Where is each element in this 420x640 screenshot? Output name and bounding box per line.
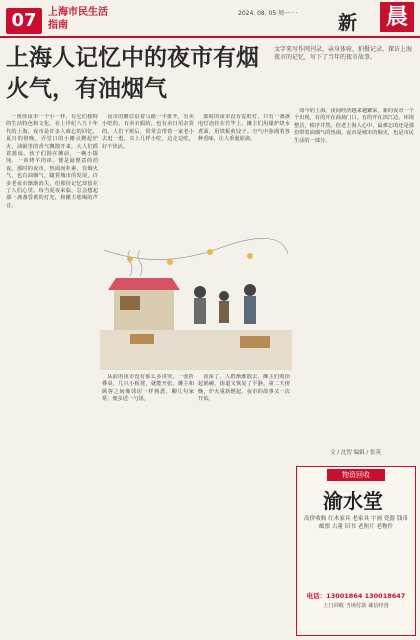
dateline: 2024. 08. 05 周一 · · [238,10,298,17]
article-column-3: 那时的夜市没有霓虹灯，只有一盏盏电灯泡挂在竹竿上。摊主们用煤炉烧水煮面，用铁板煎饺子。空气中弥漫着各种香味，让人垂涎欲滴。 [198,114,290,143]
ad-address: 上门回收 当场付款 诚信经营 [323,603,389,609]
article-byline: 文字来写作网刊录，亲身体验，拍摄记录，探访上海夜市的记忆，写下了当年的夜市故事。 [274,46,413,61]
ad-phone: 电话：13001864 130018647 [306,592,406,600]
ad-title: 渝水堂 [323,489,383,513]
section-title: 上海市民生活指南 [48,7,108,31]
article-column-1: 一座座夜市一个小一样，有它们独特的生活特色和文化。在上世纪八九十年代的上海，夜市是许多人难忘的回忆。夏日的傍晚，弄堂口的小摊点燃起炉火，油锅里的香气飘散开来，大人们摇着蒲扇，孩子们围在摊前，一碗小馄饨、一串烤羊肉串，便是最惬意的消夜。那时的夜市，热闹而朴素，有烟火气，也有油烟气。随着城市的发展，许多老夜市渐渐消失，但那份记忆却留在了人们心里。每当夏夜来临，总会想起那一盏盏昏黄的灯光，和摊主吆喝的声音。 [6,114,98,209]
classified-ad [296,466,416,636]
logo-word: 新 [338,12,357,34]
article-credit: 文 / 沈智 编辑 / 张英 [330,450,381,456]
ad-header: 物资回收 [327,469,385,481]
logo-box: 晨 [380,2,414,32]
page-number-badge: 07 [6,8,42,34]
article-column-4: 如今的上海，夜间经济越来越繁荣，新的夜市一个个出现，有的开在商场门口，有的开在滨江边，环境整洁，秩序井然。但老上海人心中，最难忘的还是那份带着油烟气的热闹。夜市是城市的烟火，也是市民生活的一部分。 [294,108,414,144]
newspaper-logo [338,2,416,34]
article-column-2-lower: 从前的夜市没有那么多讲究，一张折叠桌，几只小板凳，就能开张。摊主和顾客之间像邻居一样熟悉，聊几句家常，便多送一勺汤。 [102,374,194,403]
masthead-rule [0,36,420,38]
night-market-illustration [100,230,292,370]
ad-description: 高价收购 红木家具 老家具 字画 瓷器 钱币 邮票 古董 旧书 老照片 老物件 [304,516,408,530]
article-column-3-lower: 夜深了，人群渐渐散去，摊主们收拾起锅碗，街道又恢复了平静。第二天傍晚，炉火重新燃起，夜市的故事又一次开始。 [198,374,290,403]
article-column-2: 夜市的摊位沿着马路一字排开，有卖小吃的，有卖衣服的，也有卖日用杂货的。人们下班后，常常会带着一家老小去逛一逛，买上几样小吃，边走边吃，好不快活。 [102,114,194,150]
article-headline: 上海人记忆中的夜市有烟火气，有油烟气 [6,44,259,102]
